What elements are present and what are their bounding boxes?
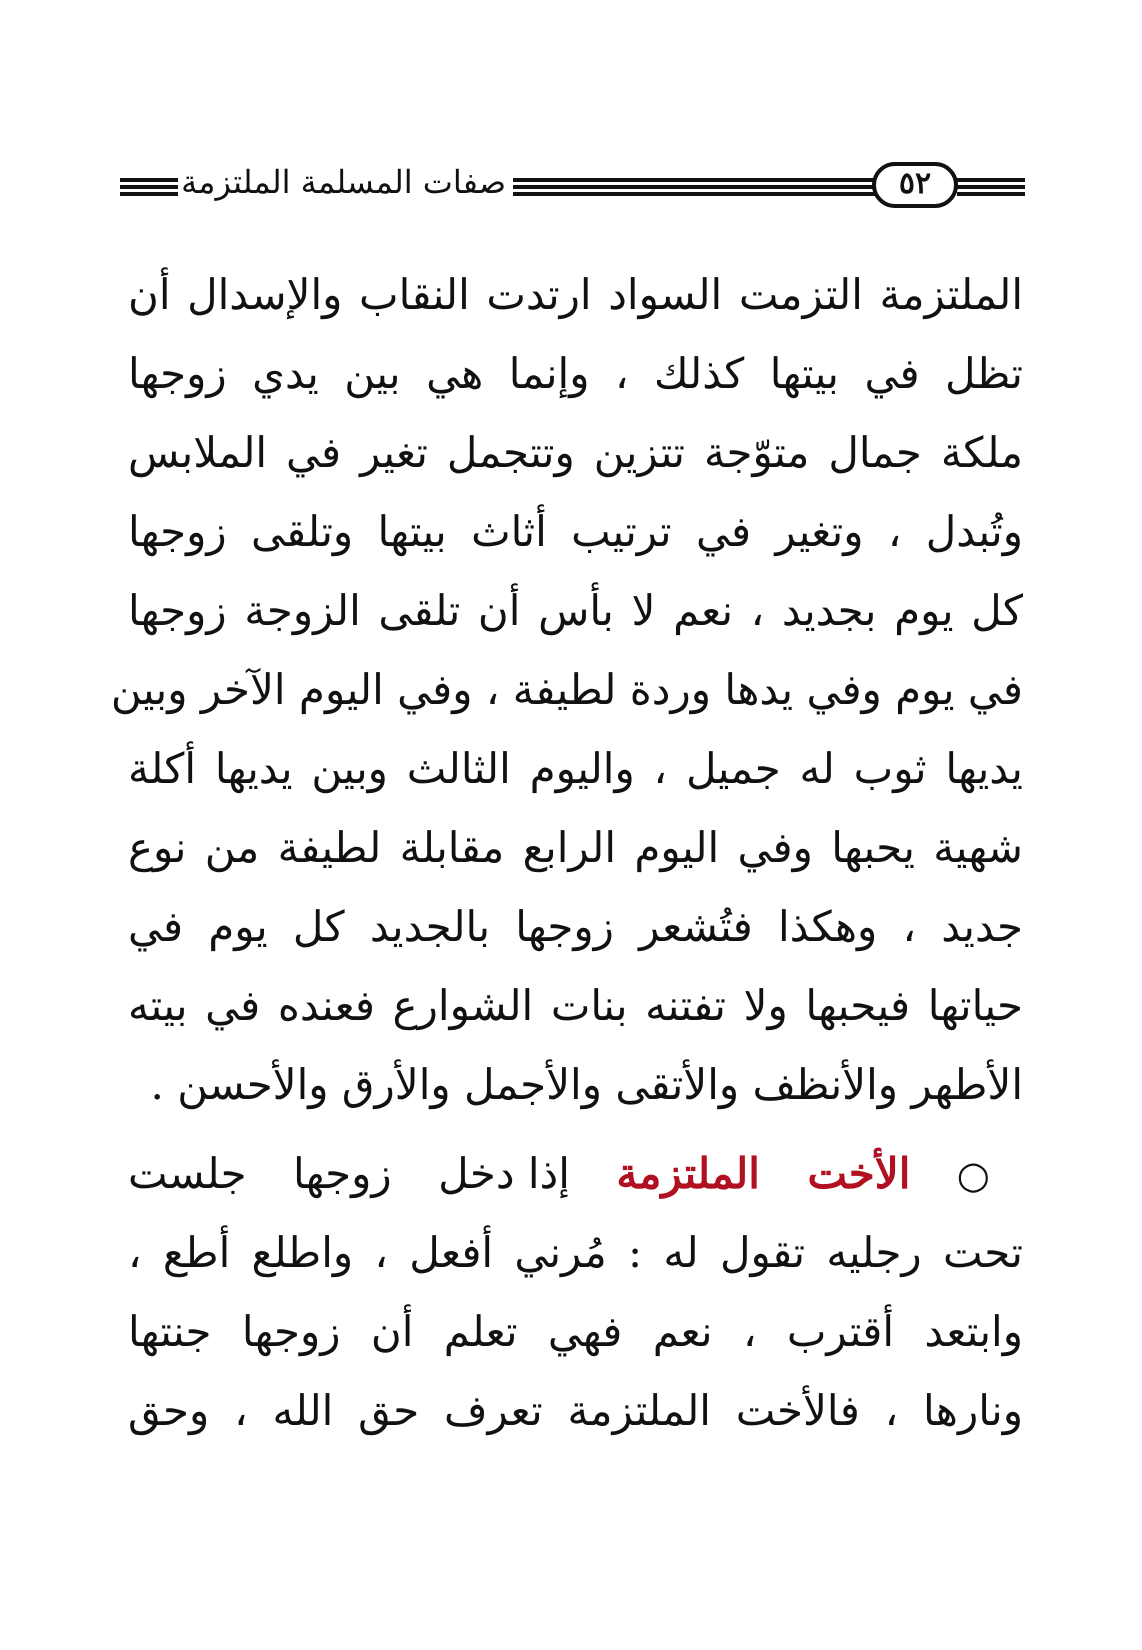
text-line: تظل في بيتها كذلك ، وإنما هي بين يدي زوجها	[128, 349, 1023, 398]
page-header	[120, 158, 1025, 226]
text-line: ونارها ، فالأخت الملتزمة تعرف حق الله ، وحق	[128, 1386, 1023, 1435]
text-line: وتُبدل ، وتغير في ترتيب أثاث بيتها وتلقى زوجها	[128, 507, 1023, 556]
bullet-circle-icon: ○	[956, 1153, 1023, 1197]
text-line: في يوم وفي يدها وردة لطيفة ، وفي اليوم الآخر وبين	[110, 665, 1023, 714]
text-line: كل يوم بجديد ، نعم لا بأس أن تلقى الزوجة زوجها	[128, 586, 1023, 635]
page-number: ٥٢	[872, 162, 958, 208]
section-first-line-text: إذا دخل زوجها جلست	[128, 1149, 570, 1198]
text-line: شهية يحبها وفي اليوم الرابع مقابلة لطيفة من نوع	[128, 823, 1023, 872]
header-rule-left	[120, 178, 178, 196]
text-line: الملتزمة التزمت السواد ارتدت النقاب والإسدال أن	[128, 270, 1023, 319]
text-line: يديها ثوب له جميل ، واليوم الثالث وبين يديها أكلة	[128, 744, 1023, 793]
paragraph-last-line: الأطهر والأنظف والأتقى والأجمل والأرق والأحسن .	[150, 1060, 1023, 1109]
text-line: حياتها فيحبها ولا تفتنه بنات الشوارع فعنده في بيته	[128, 981, 1023, 1030]
header-rule-right	[957, 178, 1025, 196]
header-rule-middle	[513, 178, 878, 196]
running-title: صفات المسلمة الملتزمة	[181, 163, 506, 201]
text-line: تحت رجليه تقول له : مُرني أفعل ، واطلع أطع ،	[128, 1228, 1023, 1277]
section-heading: الأخت الملتزمة	[616, 1149, 911, 1198]
text-line: جديد ، وهكذا فتُشعر زوجها بالجديد كل يوم في	[128, 902, 1023, 951]
section-first-line	[128, 1134, 1023, 1213]
text-line: وابتعد أقترب ، نعم فهي تعلم أن زوجها جنتها	[128, 1307, 1023, 1356]
body-text	[110, 255, 1023, 1450]
text-line: ملكة جمال متوّجة تتزين وتتجمل تغير في الملابس	[128, 428, 1023, 477]
